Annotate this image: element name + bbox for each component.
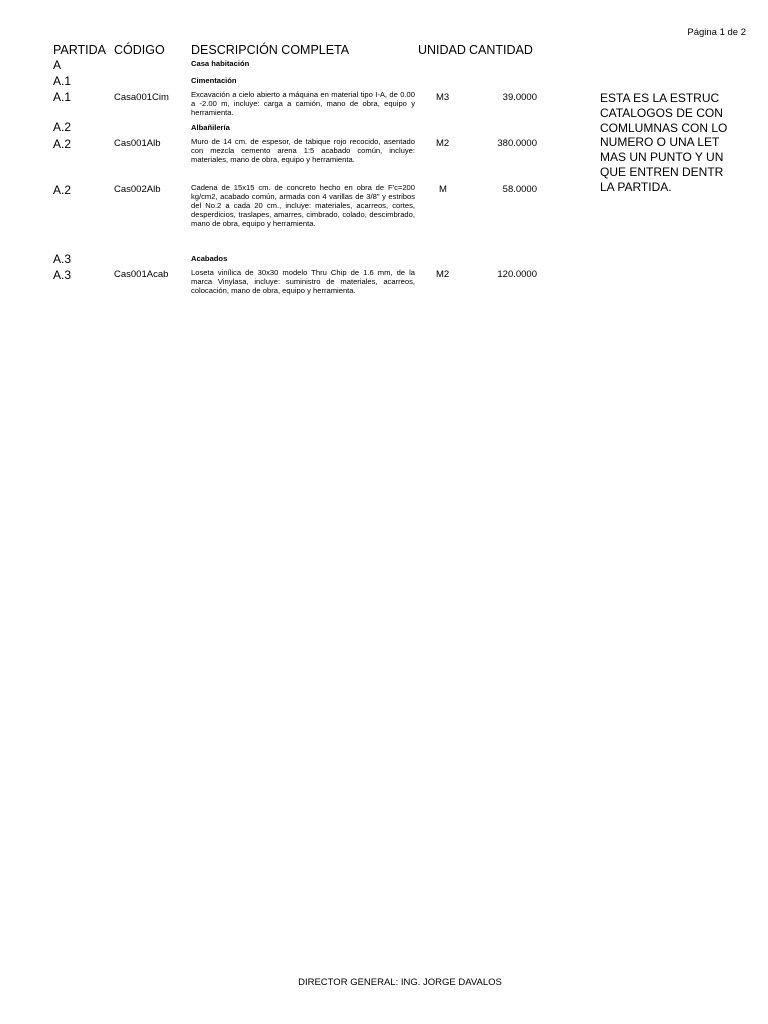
codigo-cell: Cas002Alb <box>114 184 161 195</box>
partida-cell: A.2 <box>53 137 72 151</box>
codigo-cell: Casa001Cim <box>114 92 169 103</box>
note-line: CATALOGOS DE CON <box>600 105 723 120</box>
partida-cell: A <box>53 58 62 72</box>
section-heading: Acabados <box>191 254 228 263</box>
note-line: NUMERO O UNA LET <box>600 135 720 150</box>
section-heading: Cimentación <box>191 76 237 85</box>
footer-signature: DIRECTOR GENERAL: ING. JORGE DAVALOS <box>298 977 502 988</box>
page-indicator: Página 1 de 2 <box>687 27 746 38</box>
partida-cell: A.1 <box>53 90 72 104</box>
partida-cell: A.3 <box>53 268 72 282</box>
note-line: ESTA ES LA ESTRUC <box>600 91 720 105</box>
note-line: COMLUMNAS CON LO <box>600 120 728 135</box>
header-codigo: CÓDIGO <box>114 43 165 57</box>
partida-cell: A.3 <box>53 252 72 266</box>
unidad-cell: M3 <box>436 92 450 103</box>
unidad-cell: M2 <box>436 138 450 149</box>
codigo-cell: Cas001Alb <box>114 138 161 149</box>
partida-cell: A.2 <box>53 120 72 134</box>
descripcion-cell: Cadena de 15x15 cm. de concreto hecho en obra de F'c=200 kg/cm2, acabado común, armada con 4 varillas de 3/8" y estribos del No.2 a cada 20 cm., incluye: materiales, acarreos, cortes, desperdicios, traslapes, amarres, cimbrado, colado, descimbrado, mano de obra, equipo y herramienta. <box>191 183 415 228</box>
cantidad-cell: 58.0000 <box>502 184 537 195</box>
descripcion-cell: Excavación a cielo abierto a máquina en material tipo I-A, de 0.00 a -2.00 m, incluye: carga a camión, mano de obra, equipo y herramienta. <box>191 90 415 117</box>
partida-cell: A.1 <box>53 74 72 88</box>
cantidad-cell: 380.0000 <box>497 138 537 149</box>
codigo-cell: Cas001Acab <box>114 269 169 280</box>
header-cantidad: CANTIDAD <box>469 43 533 57</box>
note-line: LA PARTIDA. <box>600 179 672 194</box>
descripcion-cell: Loseta vinílica de 30x30 modelo Thru Chip de 1.6 mm, de la marca Vinylasa, incluye: suministro de materiales, acarreos, colocación, mano de obra, equipo y herramienta. <box>191 268 415 295</box>
section-heading: Casa habitación <box>191 59 250 68</box>
cantidad-cell: 39.0000 <box>502 92 537 103</box>
structure-note <box>600 91 768 195</box>
header-unidad: UNIDAD <box>418 43 466 57</box>
partida-cell: A.2 <box>53 183 72 197</box>
descripcion-cell: Muro de 14 cm. de espesor, de tabique rojo recocido, asentado con mezcla cemento arena 1:5 acabado común, incluye: materiales, mano de obra, equipo y herramienta. <box>191 137 415 164</box>
unidad-cell: M <box>439 184 447 195</box>
cantidad-cell: 120.0000 <box>497 269 537 280</box>
unidad-cell: M2 <box>436 269 450 280</box>
note-line: MAS UN PUNTO Y UN <box>600 150 724 165</box>
header-descripcion: DESCRIPCIÓN COMPLETA <box>191 43 350 57</box>
header-partida: PARTIDA <box>53 43 107 57</box>
section-heading: Albañilería <box>191 123 230 132</box>
note-line: QUE ENTREN DENTR <box>600 164 724 179</box>
